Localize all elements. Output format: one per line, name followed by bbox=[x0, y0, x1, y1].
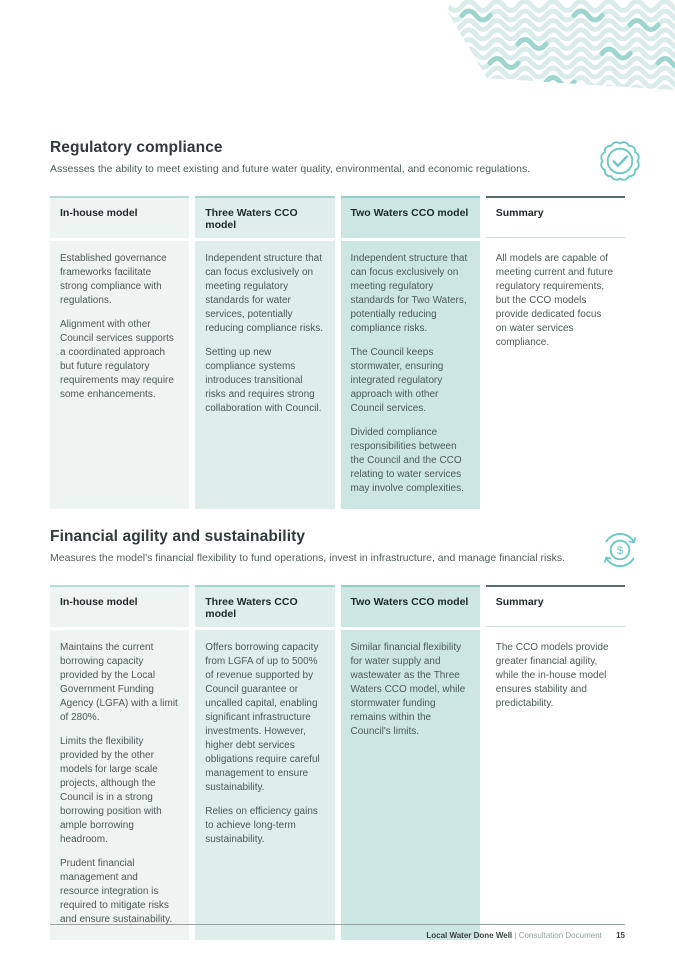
column-header-two-waters-cco: Two Waters CCO model bbox=[341, 196, 480, 238]
column-header-in-house-model: In-house model bbox=[50, 196, 189, 238]
cell-paragraph: All models are capable of meeting current and future regulatory requirements, but the CCO models provide dedicated focus on water services compliance. bbox=[495, 253, 614, 348]
svg-text:$: $ bbox=[616, 545, 624, 557]
page-content bbox=[50, 0, 625, 940]
section-header bbox=[50, 139, 625, 176]
cell-paragraph: Similar financial flexibility for water supply and wastewater as the Three Waters CCO model, while stormwater funding remains within the Council's limits. bbox=[350, 642, 466, 737]
cell-paragraph: Independent structure that can focus exclusively on meeting regulatory standards for Two Waters, potentially reducing compliance risks. bbox=[350, 253, 468, 334]
table-cell-in-house-model bbox=[50, 241, 189, 509]
cell-paragraph: Offers borrowing capacity from LGFA of up to 500% of revenue supported by Council guarantee or uncalled capital, enabling significant infrastructure investments. However, higher debt services obligations require careful management to ensure sustainability. bbox=[205, 642, 320, 793]
table-cell-summary bbox=[486, 241, 625, 509]
section-regulatory-compliance bbox=[50, 139, 625, 509]
section-title: Financial agility and sustainability bbox=[50, 528, 306, 545]
section-subtitle: Assesses the ability to meet existing and future water quality, environmental, and economic regulations. bbox=[50, 163, 531, 175]
cell-paragraph: The Council keeps stormwater, ensuring integrated regulatory approach with other Council services. bbox=[350, 347, 444, 414]
column-header-in-house-model: In-house model bbox=[50, 585, 189, 627]
cell-paragraph: Divided compliance responsibilities between the Council and the CCO relating to water services may involve complexities. bbox=[350, 427, 464, 494]
table-cell-in-house-model bbox=[50, 630, 189, 940]
cell-paragraph: Maintains the current borrowing capacity provided by the Local Government Funding Agency (LGFA) with a limit of 280%. bbox=[60, 642, 178, 723]
footer-brand: Local Water Done Well bbox=[426, 931, 513, 940]
section-header bbox=[50, 528, 625, 565]
column-header-summary: Summary bbox=[486, 585, 625, 627]
column-header-three-waters-cco: Three Waters CCO model bbox=[195, 196, 334, 238]
column-header-two-waters-cco: Two Waters CCO model bbox=[341, 585, 480, 627]
cell-paragraph: Established governance frameworks facilitate strong compliance with regulations. bbox=[60, 253, 167, 306]
cell-paragraph: Alignment with other Council services supports a coordinated approach but future regulatory requirements may require some enhancements. bbox=[60, 319, 174, 400]
seal-check-icon bbox=[598, 139, 642, 183]
regulatory-comparison-table bbox=[50, 196, 625, 509]
cell-paragraph: Independent structure that can focus exclusively on meeting regulatory standards for water services, potentially reducing compliance risks. bbox=[205, 253, 324, 334]
footer-divider: | bbox=[514, 931, 517, 940]
table-cell-summary bbox=[486, 630, 625, 940]
table-cell-three-waters-cco bbox=[195, 241, 334, 509]
footer-document-name: Consultation Document bbox=[518, 931, 602, 940]
page-footer bbox=[50, 924, 625, 940]
page-number: 15 bbox=[616, 931, 625, 940]
dollar-cycle-icon bbox=[598, 528, 642, 572]
cell-paragraph: Prudent financial management and resource integration is required to mitigate risks and ensure sustainability. bbox=[60, 858, 173, 925]
table-cell-two-waters-cco bbox=[341, 241, 480, 509]
column-header-three-waters-cco: Three Waters CCO model bbox=[195, 585, 334, 627]
table-cell-three-waters-cco bbox=[195, 630, 334, 940]
section-title: Regulatory compliance bbox=[50, 139, 223, 156]
table-cell-two-waters-cco bbox=[341, 630, 480, 940]
cell-paragraph: Setting up new compliance systems introduces transitional risks and requires strong collaboration with Council. bbox=[205, 347, 322, 414]
section-subtitle: Measures the model's financial flexibility to fund operations, invest in infrastructure, and manage financial risks. bbox=[50, 552, 566, 564]
cell-paragraph: Limits the flexibility provided by the other models for large scale projects, although the Council is in a strong borrowing position with ample borrowing headroom. bbox=[60, 736, 162, 845]
column-header-summary: Summary bbox=[486, 196, 625, 238]
cell-paragraph: The CCO models provide greater financial agility, while the in-house model ensures stability and predictability. bbox=[495, 642, 609, 709]
financial-comparison-table bbox=[50, 585, 625, 940]
section-financial-agility bbox=[50, 528, 625, 940]
cell-paragraph: Relies on efficiency gains to achieve long-term sustainability. bbox=[205, 806, 318, 845]
